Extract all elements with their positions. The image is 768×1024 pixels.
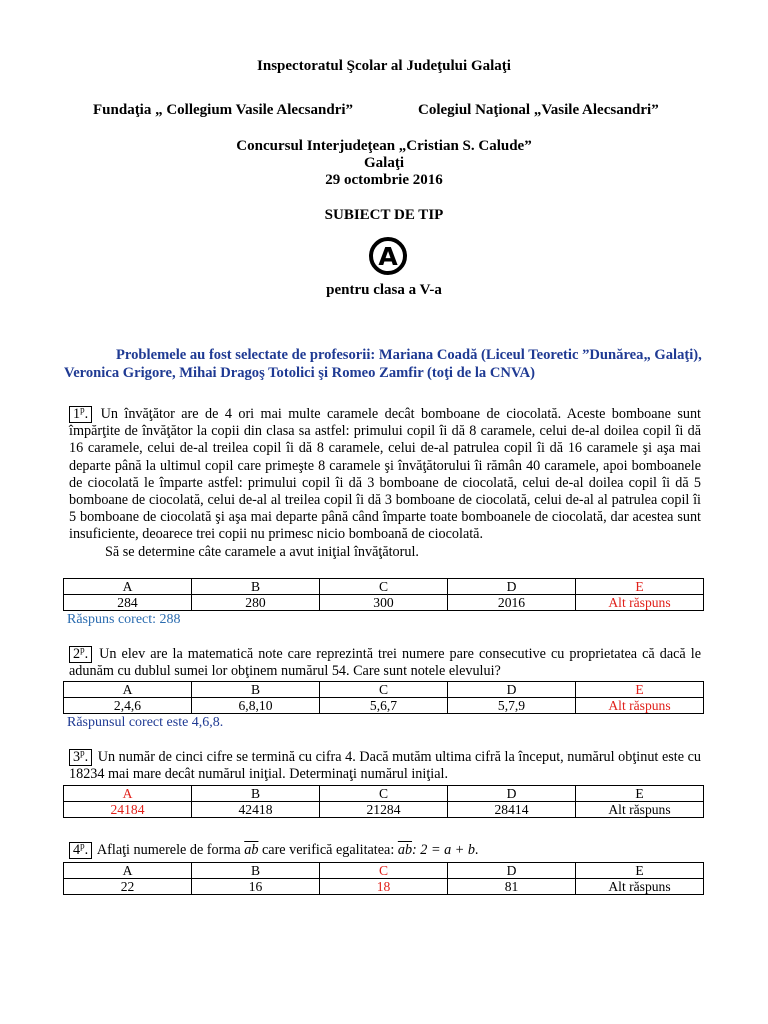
option-value: 2016 (448, 595, 576, 611)
option-header: E (576, 786, 704, 802)
problem-1-answer: Răspuns corect: 288 (67, 612, 181, 627)
subject-title: SUBIECT DE TIP (324, 207, 444, 223)
header-foundation: Fundaţia „ Collegium Vasile Alecsandri” (93, 102, 354, 118)
option-value: 284 (64, 595, 192, 611)
option-header: C (320, 786, 448, 802)
option-value: Alt răspuns (576, 698, 704, 714)
grade-label: pentru clasa a V-a (326, 282, 442, 298)
problem-2-number: 2$^p$. (69, 646, 92, 663)
option-header: B (192, 682, 320, 698)
header-college: Colegiul Naţional „Vasile Alecsandri” (418, 102, 659, 118)
option-header: D (448, 579, 576, 595)
problem-3-text: 3$^p$. Un număr de cinci cifre se termină cu cifra 4. Dacă mutăm ultima cifră la început, numărul obţinut este cu 18234 mai mare decât numărul iniţial. Determinaţi numărul iniţial. (69, 747, 702, 783)
option-value: 5,6,7 (320, 698, 448, 714)
option-header: A (64, 786, 192, 802)
option-value: 2,4,6 (64, 698, 192, 714)
option-value: Alt răspuns (576, 802, 704, 818)
problem-4-number: 4$^p$. (69, 842, 92, 859)
contest-title: Concursul Interjudeţean „Cristian S. Calude” (236, 138, 532, 154)
option-value: 21284 (320, 802, 448, 818)
option-header: D (448, 863, 576, 879)
problem-1-text: 1$^p$. Un învăţător are de 4 ori mai multe caramele decât bomboane de ciocolată. Aceste bomboane sunt împărţite de învăţător la copii din clasa sa astfel: primului copil îi dă 8 caramele, celui de-al doilea copil îi dă 16 caramele, celui de-al treilea copil îi dă 8 caramele, celui de-al patrulea copil îi dă 16 caramele şi aşa mai departe până la ultimul copil care primeşte 8 caramele şi învăţătorului îi rămân 40 caramele, apoi bomboanele de ciocolată le împarte astfel: primului copil îi dă 3 bomboane de ciocolată, celui de-al doilea copil îi dă 5 bomboane de ciocolată, celui de-al al treilea copil îi dă 3 bomboane de ciocolată, celui de-al al patrulea copil îi 5 bomboane de ciocolată şi aşa mai departe până când împarte toate bomboanele de ciocolată, dar acestea sunt insuficiente, deoarece trei copii nu primesc nicio bomboană de ciocolată. Să se determine câte caramele a avut iniţial învăţătorul. (69, 404, 701, 560)
option-value: 24184 (64, 802, 192, 818)
problem-3-options (63, 785, 704, 818)
option-value: Alt răspuns (576, 595, 704, 611)
problem-2-options (63, 681, 704, 714)
option-header: E (576, 682, 704, 698)
option-header: E (576, 579, 704, 595)
option-header: A (64, 863, 192, 879)
option-header: E (576, 863, 704, 879)
problem-2-text: 2$^p$. Un elev are la matematică note care reprezintă trei numere pare consecutive cu proprietatea că dacă le adunăm cu dublul sumei lor obţinem numărul 54. Care sunt notele elevului? (69, 644, 701, 680)
problem-1-number: 1$^p$. (69, 406, 92, 423)
subject-type-badge: A (369, 237, 407, 275)
option-value: 18 (320, 879, 448, 895)
option-value: 16 (192, 879, 320, 895)
contest-city: Galaţi (364, 155, 404, 171)
option-value: 22 (64, 879, 192, 895)
option-header: D (448, 682, 576, 698)
option-header: A (64, 682, 192, 698)
option-header: C (320, 682, 448, 698)
problem-1-question: Să se determine câte caramele a avut iniţial învăţătorul. (105, 543, 419, 560)
option-header: D (448, 786, 576, 802)
problem-4-options (63, 862, 704, 895)
option-value: Alt răspuns (576, 879, 704, 895)
ab-overline-eq: $\overline{ab}$ (397, 842, 413, 858)
option-value: 81 (448, 879, 576, 895)
problem-4-text: 4$^p$. Aflaţi numerele de forma $\overline{ab}$ care verifică egalitatea: $\overline{ab}$: 2 = a + b. (69, 842, 701, 859)
contest-date: 29 octombrie 2016 (325, 172, 443, 188)
option-value: 280 (192, 595, 320, 611)
option-value: 42418 (192, 802, 320, 818)
problem-1-options (63, 578, 704, 611)
option-header: C (320, 863, 448, 879)
selected-by-note: Problemele au fost selectate de profesorii: Mariana Coadă (Liceul Teoretic ”Dunărea„ Galaţi), Veronica Grigore, Mihai Dragoş Totolici şi Romeo Zamfir (toţi de la CNVA) (64, 347, 702, 381)
option-header: B (192, 863, 320, 879)
option-header: B (192, 579, 320, 595)
problem-3-number: 3$^p$. (69, 749, 92, 766)
option-value: 28414 (448, 802, 576, 818)
option-header: B (192, 786, 320, 802)
option-value: 6,8,10 (192, 698, 320, 714)
option-header: A (64, 579, 192, 595)
option-value: 5,7,9 (448, 698, 576, 714)
option-header: C (320, 579, 448, 595)
header-inspectorate: Inspectoratul Şcolar al Judeţului Galaţi (257, 58, 511, 74)
ab-overline: $\overline{ab}$ (244, 842, 259, 858)
option-value: 300 (320, 595, 448, 611)
problem-2-answer: Răspunsul corect este 4,6,8. (67, 715, 224, 730)
